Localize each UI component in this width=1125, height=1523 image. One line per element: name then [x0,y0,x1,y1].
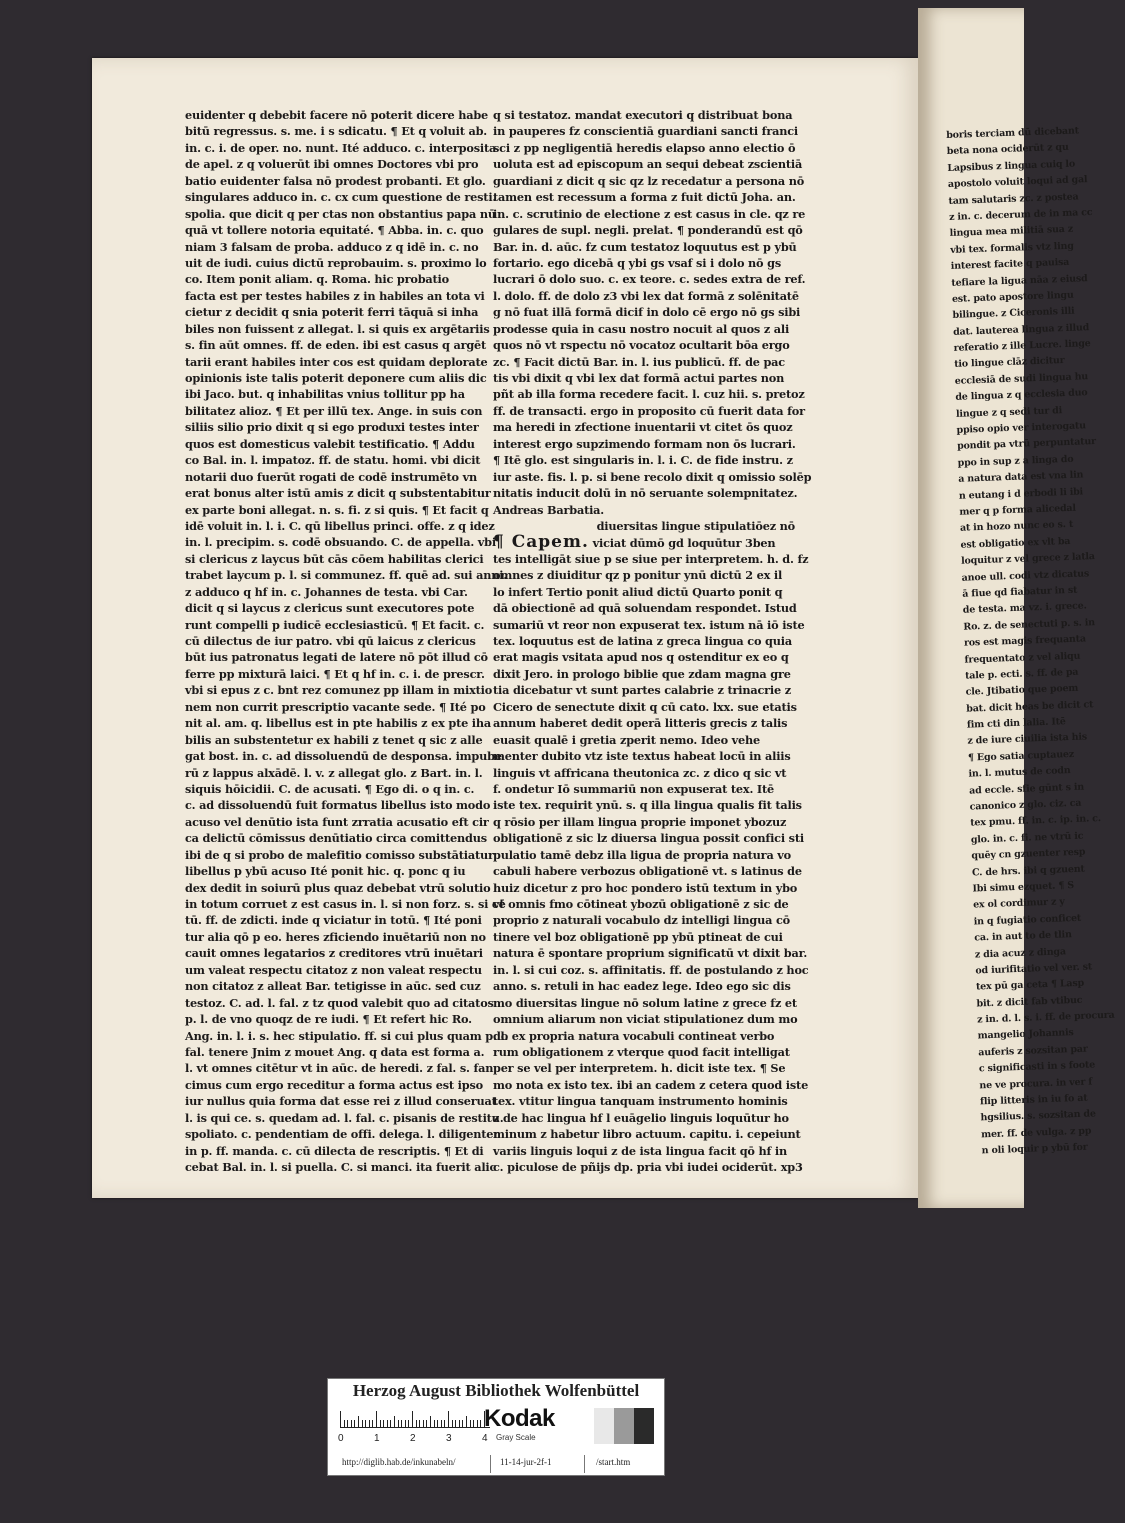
text-line: tes intelligāt siue p se siue per interpretem. h. d. fz [493,551,809,566]
ruler-tick [444,1420,445,1427]
text-line: s. fin aūt omnes. ff. de eden. ibi est casus q argēt [185,338,487,353]
ruler-tick [423,1420,424,1427]
text-line: spolia. que dicit q per ctas non obstantius papa nū [185,206,496,221]
text-line: a natura data est vna lin [958,469,1084,485]
ruler-tick [401,1420,402,1427]
text-line: tefiare la ligua nāa z eiusd [951,272,1088,289]
text-line: in. l. precipim. s. codē obsuando. C. de appella. vbi [185,535,496,550]
text-line: g nō fuat illā formā dicif in dolo cē ergo nō gs sibi [493,305,801,320]
text-line: Ang. in. l. i. s. hec stipulatio. ff. si cui plus quam p. l. [185,1028,509,1043]
text-line: būt ius patronatus legati de latere nō pōt illud cō [185,650,488,665]
text-line: cabuli habere verbozus obligationē vt. s latinus de [493,864,802,879]
text-line: Bar. in. d. aūc. fz cum testatoz loquutus est p ybū [493,239,797,254]
text-line: guardiani z dicit q sic qz lz recedatur a persona nō [493,173,805,188]
ruler-number-1: 1 [374,1433,380,1444]
text-line: vbi si epus z c. bnt rez comunez pp illam in mixtio [185,683,493,698]
text-line: bilitatez alioz. ¶ Et per illū tex. Ange. in suis con [185,403,483,418]
text-line: iur aste. fis. l. p. si bene recolo dixit q omissio solēp [493,469,812,484]
text-line: fortario. ego dicebā q ybi gs vsaf si i dolo nō gs [493,255,781,270]
text-line: pondit pa vtrū perpuntatur [956,436,1097,453]
text-line: beta nona ociderūt z qu [946,142,1069,158]
caption-divider [490,1455,491,1473]
ruler-tick [398,1420,399,1427]
text-line: uit de iudi. cuius dictū reprobauim. s. proximo lo [185,255,487,270]
text-line: um valeat respectu citatoz z non valeat respectu [185,962,482,977]
text-line: viciat dūmō gd loquūtur 3ben [592,536,776,551]
digital-library-url: http://diglib.hab.de/inkunabeln/ [342,1457,456,1467]
text-line: ca. in aut to de tlin [974,929,1072,944]
text-line: z de iure ciuilia ista his [967,731,1088,748]
text-line: cietur z decidit q snia poterit ferri tāquā si inha [185,305,479,320]
text-line: fim cti din lalia. Itē [966,716,1066,731]
text-line: sci z pp negligentiā heredis elapso anno electio ō [493,140,796,155]
right-page-text [946,125,1115,1160]
text-line: l. vt omnes citētur vt in aūc. de heredi. z fal. s. fan [185,1061,494,1076]
ruler-tick [470,1420,471,1427]
book-page-right [918,8,1115,1208]
text-line: niam 3 falsam de proba. adduco z q idē in. c. no [185,239,479,254]
text-line: Andreas Barbatia. [493,502,605,517]
text-line: ma heredi in zfectione inuentarii vt citet ōs quoz [493,420,793,435]
text-line: ne ve procura. in ver f [979,1076,1093,1092]
text-line: ibi de q si probo de malefitio comisso substātiatur [185,847,494,862]
ruler-tick [365,1420,366,1427]
text-line: l. is qui ce. s. quedam ad. l. fal. c. pisanis de restitu. [185,1110,504,1125]
text-line: natura ē spontare proprium significatū vt dixit bar. [493,946,808,961]
text-line: dicit q si laycus z clericus sunt executores pote [185,601,475,616]
text-line: runt compelli p iudicē ecclesiasticū. ¶ Et facit. c. [185,617,485,632]
gray-swatch-dark [634,1408,654,1444]
text-line: ¶ Ego satia cuptauez [967,748,1075,764]
text-line: l. dolo. ff. de dolo z3 vbi lex dat formā z solēnitatē [493,288,799,303]
text-line: z de hac lingua hf l euāgelio linguis loquūtur ho [493,1110,789,1125]
text-line: singulares adduco in. c. cx cum questione de resti. [185,190,497,205]
text-line: auferis z sozsitan par [978,1043,1088,1059]
text-line: tam salutaris zc. z postea [948,190,1079,207]
text-line: omnium aliarum non viciat stipulationez dum mo [493,1012,798,1027]
text-line: nit al. am. q. libellus est in pte habilis z ex pte iha [185,716,492,731]
text-line: bat. dicit heas be dicit ct [966,698,1094,715]
ruler-tick [376,1411,377,1427]
text-line: C. de hrs. ibi q gzuent [971,863,1085,879]
text-line: de lingua z q ecclesia duo [955,387,1088,404]
text-line: idē voluit in. l. i. C. qū libellus princi. offe. z q idez [185,518,495,533]
text-line: gulares de supl. negli. prelat. ¶ ponderandū est qō [493,223,803,238]
text-line: per se vel per interpretem. h. dicit iste tex. ¶ Se [493,1061,786,1076]
gray-swatch-mid [614,1408,634,1444]
text-line: apostolo voluit loqui ad gal [947,174,1088,191]
ruler-tick [473,1420,474,1427]
ruler-numbers [338,1433,498,1447]
ruler-tick [347,1420,348,1427]
ruler-tick [448,1411,449,1427]
text-line: lingua mea militiā sua z [949,223,1074,240]
text-line: siquis hōicidii. C. de acusati. ¶ Ego di. o q in. c. [185,781,475,796]
text-line: lo infert Tertio ponit aliud dictū Quarto ponit q [493,584,783,599]
ruler-tick [430,1416,431,1427]
ruler-tick [380,1420,381,1427]
text-line: zc. ¶ Facit dictū Bar. in. l. ius publicū. ff. de pac [493,354,785,369]
text-line: q si testatoz. mandat executori q distribuat bona [493,108,793,122]
gray-swatch-light [594,1408,614,1444]
text-line: in. c. scrutinio de electione z est casus in cle. qz re [493,206,806,221]
text-line: minum z habetur libro actuum. capitu. i. cepeiunt [493,1127,801,1142]
text-line: in. l. si cui coz. s. affinitatis. ff. de postulando z hoc [493,962,809,977]
ruler-tick [394,1416,395,1427]
text-line: tur alia qō p eo. heres zficiendo inuētariū non no [185,929,486,944]
text-line: bilis an substentetur ex habili z tenet q sic z alle [185,732,483,747]
text-line: vt omnis fmo cōtineat ybozū obligationē z sic de [493,897,789,911]
text-line: quēy cn gzuenter resp [971,846,1086,862]
text-line: tex. vtitur lingua tanquam instrumento hominis [493,1094,788,1109]
text-line: huiz dicetur z pro hoc pondero istū textum in ybo [493,880,798,895]
text-line: loquitur z vel grece z latla [960,551,1095,567]
text-line: dex dedit in soiurū plus quaz debebat vtrū solutio [185,880,491,895]
text-line: mo diuersitas lingue nō solum latine z grece fz et [493,995,797,1010]
text-line: tarii erant habiles inter cos est quidam deplorate [185,354,488,369]
text-line: in. c. i. de oper. no. nunt. Ité adduco. c. interposita [185,140,497,155]
text-line: do ex propria natura vocabuli contineat verbo [493,1028,775,1043]
text-line: tale p. ecti. s. ff. de pa [964,666,1079,682]
text-line: est. pato apostore lingu [951,289,1074,305]
text-line: in p. ff. manda. c. cū dilecta de rescriptis. ¶ Et di [185,1143,484,1158]
text-line: lingue z q sedi tur di [955,404,1063,420]
text-line: si clericus z laycus būt cās cōem habilitas clerici [185,551,484,566]
text-line: n oli loquir p ybū for [981,1141,1088,1157]
ruler-tick [383,1420,384,1427]
text-line: lucrari ō dolo suo. c. ex teore. c. sedes extra de ref. [493,272,806,287]
text-line: euasit qualē i gretia zperit nemo. Ideo vehe [493,732,761,747]
text-line: bit. z dicit fab vtibuc [976,994,1083,1010]
text-line: q rōsio per illam lingua proprie imponet ybozuz [493,814,787,829]
text-line: c significasti in s foote [978,1059,1096,1075]
text-line: gat bost. in. c. ad dissoluendū de desponsa. impube [185,749,502,764]
text-line: rū z lappus alxādē. l. v. z allegat glo. z Bart. in. l. [185,765,483,780]
text-line: Ro. z. de senectuti p. s. in [963,616,1096,633]
text-line: quos est domesticus valebit testificatio. ¶ Addu [185,436,475,451]
ruler-tick [480,1420,481,1427]
color-target-card [327,1378,665,1476]
text-line: interest ergo supzimendo formam non ōs lucrari. [493,436,796,451]
ruler-tick [426,1420,427,1427]
text-line: ibi Jaco. but. q inhabilitas vnius tollitur pp ha [185,387,465,402]
text-line: rum obligationem z vterque quod facit intelligat [493,1044,790,1059]
text-line: variis linguis loqui z de ista lingua facit qō hf in [493,1143,787,1158]
text-line: z adduco q hf in. c. Johannes de testa. vbi Car. [185,584,468,599]
text-line: glo. in. c. fi. ne vtrū ic [970,830,1084,846]
text-line: nem non currit prescriptio vacante sede. ¶ Ité po [185,699,486,714]
text-line: erat magis vsitata apud nos q ostenditur ex eo q [493,650,789,665]
text-line: quos nō vt rspectu nō vocatoz ocultarit bōa ergo [493,338,790,353]
text-line: ca delictū cōmissus denūtiatio circa comittendus [185,831,487,846]
text-line: od iurifitatio vel ver. st [975,961,1093,977]
text-line: ex parte boni allegat. n. s. fi. z si quis. ¶ Et facit q [185,502,489,517]
start-link: /start.htm [596,1457,631,1467]
text-line: pñt ab illa forma recedere facit. l. cuz hii. s. pretoz [493,387,805,402]
text-line: tex. loquutus est de latina z greca lingua co quia [493,634,792,648]
text-line: fal. tenere Jnim z mouet Ang. q data est forma a. [185,1044,485,1059]
text-line: pulatio tamē debz illa ligua de propria natura vo [493,847,791,862]
ruler-number-0: 0 [338,1433,344,1444]
library-title: Herzog August Bibliothek Wolfenbüttel [352,1381,640,1400]
chapter-heading-initial: ¶ Capem. [493,532,589,553]
text-line: proprio z naturali vocabulo dz intelligi lingua cō [493,913,790,928]
text-line: in. l. mutus de codn [968,765,1071,780]
text-line: ā fiue qd fiabatur in st [962,584,1078,600]
text-line: omnes z diuiditur qz p ponitur ynū dictū 2 ex il [493,568,783,583]
text-line: sumariū vt reor non expuserat tex. istum nā iō iste [493,617,805,632]
text-line: tio lingue clāz dicitur [954,355,1065,371]
ruler-number-4: 4 [482,1433,488,1444]
ruler-tick [358,1416,359,1427]
text-line: f. ondetur Iō summariū non expuserat tex. Itē [493,781,775,796]
text-line: boris terciam dū dicebant [946,125,1079,141]
text-line: de apel. z q voluerūt ibi omnes Doctores vbi pro [185,157,479,172]
ruler-tick [452,1420,453,1427]
text-line: mo nota ex isto tex. ibi an cadem z cetera quod iste [493,1077,809,1092]
ruler-tick [362,1420,363,1427]
ruler-number-2: 2 [410,1433,416,1444]
ruler-tick [459,1420,460,1427]
text-line: ferre pp mixturā laici. ¶ Et q hf in. c. i. de prescr. [185,666,485,681]
text-line: frequentato z vel aliqu [964,650,1081,666]
chapter-heading-big-line [493,532,795,553]
text-line: testoz. C. ad. l. fal. z tz quod valebit quo ad citatos [185,995,494,1010]
text-line: ad eccle. sfie gūnt s in [968,781,1085,797]
text-line: cū dilectus de iur patro. vbi qū laicus z clericus [185,634,476,648]
text-line: dat. lauterea lingua z illud [952,321,1090,338]
text-line: ppiso opio ver interogatu [956,420,1087,436]
text-line: co. Item ponit aliam. q. Roma. hic probatio [185,272,449,287]
ruler-tick [441,1420,442,1427]
text-line: z dia acuz z dinga [974,945,1067,961]
ruler-tick [437,1420,438,1427]
ruler-tick [416,1420,417,1427]
text-line: Ibi simu ezquet. ¶ S [972,879,1075,895]
text-line: linguis vt affricana theutonica zc. z dico q sic vt [493,765,787,780]
ruler-tick [390,1420,391,1427]
shelfmark: 11-14-jur-2f-1 [500,1457,552,1467]
text-line: notarii duo fuerūt rogati de codē instrumēto vn [185,469,477,484]
text-line: tamen est recessum a forma z fuit dictū Joha. an. [493,190,796,205]
text-line: erat bonus alter istū amis z dicit q substentabitur [185,486,491,501]
ruler-number-3: 3 [446,1433,452,1444]
ruler-tick [466,1416,467,1427]
text-line: p. l. de vno quoqz de re iudi. ¶ Et refert hic Ro. [185,1012,472,1027]
ruler-tick [412,1411,413,1427]
ruler-tick [455,1420,456,1427]
text-line: flip litteris in iu fo at [979,1092,1088,1108]
text-line: obligationē z sic lz diuersa lingua possit confici sti [493,831,804,846]
text-line: interest facite q pauisa [950,256,1070,273]
text-line: c. piculose de pñijs dp. pria vbi iudei ociderūt. xp3 [493,1160,803,1174]
text-line: Cicero de senectute dixit q cū cato. lxx. sue etatis [493,699,797,714]
ruler-tick [369,1420,370,1427]
text-line: iur nullus quia forma dat esse rei z illud conseruat [185,1094,497,1109]
text-line: cebat Bal. in. l. si puella. C. si manci. ita fuerit alic [185,1160,497,1174]
text-line: at in hozo nunc eo s. t [959,519,1074,535]
text-line: cimus cum ergo receditur a forma actus est ipso [185,1077,483,1092]
ruler-tick [344,1420,345,1427]
text-line: tia dicebatur vt sunt partes calabrie z trinacrie z [493,683,791,698]
text-line: tū. ff. de zdicti. inde q viciatur in totū. ¶ Ité poni [185,913,482,928]
text-line: menter dubito vtz iste textus habeat locū in aliis [493,749,791,764]
text-line: est obligatio ex vlt ba [960,535,1071,551]
text-line: mangelio Johannis [977,1027,1074,1042]
text-line: opinionis iste talis poterit deponere cum aliis dic [185,371,487,385]
text-line: ff. de transacti. ergo in proposito cū fuerit data for [493,403,805,418]
text-line: acuso vel denūtio ista funt zrratia acusatio eft cir [185,814,489,829]
text-line: ros est magis frequanta [963,633,1087,649]
text-line: tex pū ga ceta ¶ Lasp [975,978,1085,993]
text-line: non citatoz z alleat Bar. tetigisse in aūc. sed cuz [185,979,481,994]
text-line: mer. ff. de vulga. z pp [980,1125,1092,1141]
text-line: in totum corruet z est casus in. l. si non forz. s. si cē [185,897,506,911]
text-line: z in. d. l. s. i. ff. de procura [976,1009,1115,1026]
text-line: libellus p ybū acuso Ité ponit hic. q. ponc q iu [185,864,466,879]
text-line: de testa. ma vz. i. grece. [962,600,1087,617]
text-line: referatio z ille Lucre. linge [953,338,1091,354]
text-line: dā obiectionē ad quā soluendam respondet. Istud [493,601,797,616]
caption-divider [584,1455,585,1473]
text-line: siliis silio prio dixit q si ego produxi testes inter [185,420,479,435]
text-line: anoe ull. codi vtz dicatus [961,567,1090,584]
caption-row [328,1455,664,1473]
text-line: quā vt tollere notoria equitaté. ¶ Abba. in. c. quo [185,223,484,238]
text-line: in pauperes fz conscientiā guardiani sancti franci [493,124,798,139]
middle-column-text [493,107,812,1175]
text-line: euidenter q debebit facere nō poterit dicere habe [185,108,489,122]
ruler-tick [419,1420,420,1427]
text-line: iste tex. requirit ynū. s. q illa lingua qualis fit talis [493,798,802,813]
text-line: annum haberet dedit operā litteris grecis z talis [493,716,788,731]
ruler-tick [351,1420,352,1427]
ruler-tick [405,1420,406,1427]
text-line: facta est per testes habiles z in habiles an tota vi [185,288,485,303]
ruler-tick [354,1420,355,1427]
scale-ruler [340,1409,490,1428]
text-line: cle. Jtibatio que poem [965,683,1079,698]
text-line: uoluta est ad episcopum an sequi debeat zscientiā [493,157,803,172]
text-line: z in. c. decerum de in ma cc [948,206,1093,223]
text-line: batio euidenter falsa nō prodest probanti. Et glo. [185,173,486,188]
text-line: bitū regressus. s. me. i s sdicatu. ¶ Et q voluit ab. [185,124,488,139]
ruler-tick [340,1411,341,1427]
text-line: ex ol cordimur z y [972,896,1065,911]
left-column-text [185,107,509,1175]
kodak-logo: Kodak [484,1405,555,1432]
text-line: cauit omnes legatarios z creditores vtrū inuētari [185,946,483,961]
chapter-heading-small: diuersitas lingue stipulatiōez nō [596,518,795,533]
text-line: canonico z glo. ciz. ca [969,797,1082,813]
text-line: hgsilius. s. sozsitan de [980,1108,1096,1124]
text-line: biles non fuissent z allegat. l. si quis ex argētariis [185,321,490,336]
ruler-tick [434,1420,435,1427]
text-line: trabet laycum p. l. si communez. ff. quē ad. sui anni. [185,568,508,583]
text-line: ¶ Itē glo. est singularis in. l. i. C. de fide instru. z [493,453,793,468]
text-line: spoliato. c. pendentiam de offi. delega. l. diligenter [185,1127,500,1142]
text-line: dixit Jero. in prologo biblie que zdam magna gre [493,666,791,681]
text-line: ecclesiā de sudi lingua hu [954,371,1089,387]
text-line: in q fugiatio conficet [973,912,1082,928]
text-line: bilingue. z Ciceronis illi [952,305,1075,322]
text-line: anno. s. retuli in hac eadez lege. Ideo ego sic dis [493,979,791,994]
ruler-tick [387,1420,388,1427]
text-line: nitatis inducit dolū in nō seruante solempnitatez. [493,486,798,501]
text-line: tis vbi dixit q vbi lex dat formā actui partes non [493,371,785,385]
ruler-tick [408,1420,409,1427]
ruler-tick [372,1420,373,1427]
text-line: Lapsibus z lingua cuiq lo [947,158,1076,174]
text-line: ppo in sup z a linga do [957,453,1074,469]
text-line: co Bal. in. l. impatoz. ff. de statu. homi. vbi dicit [185,453,481,468]
text-line: tex pmu. ff. in. c. ip. in. c. [970,813,1102,829]
text-line: mer q p forma alicedal [959,502,1077,518]
text-line: tinere vel boz obligationē pp ybū ptineat de cui [493,929,783,944]
text-line: n eutang i d erbodi li ibi [958,486,1084,502]
gray-scale-label: Gray Scale [496,1433,536,1442]
ruler-tick [477,1420,478,1427]
ruler-tick [462,1420,463,1427]
text-line: c. ad dissoluendū fuit formatus libellus isto modo [185,798,491,813]
text-line: prodesse quia in casu nostro nocuit al quos z ali [493,321,790,336]
text-line: vbi tex. formalis vtz ling [950,240,1074,256]
